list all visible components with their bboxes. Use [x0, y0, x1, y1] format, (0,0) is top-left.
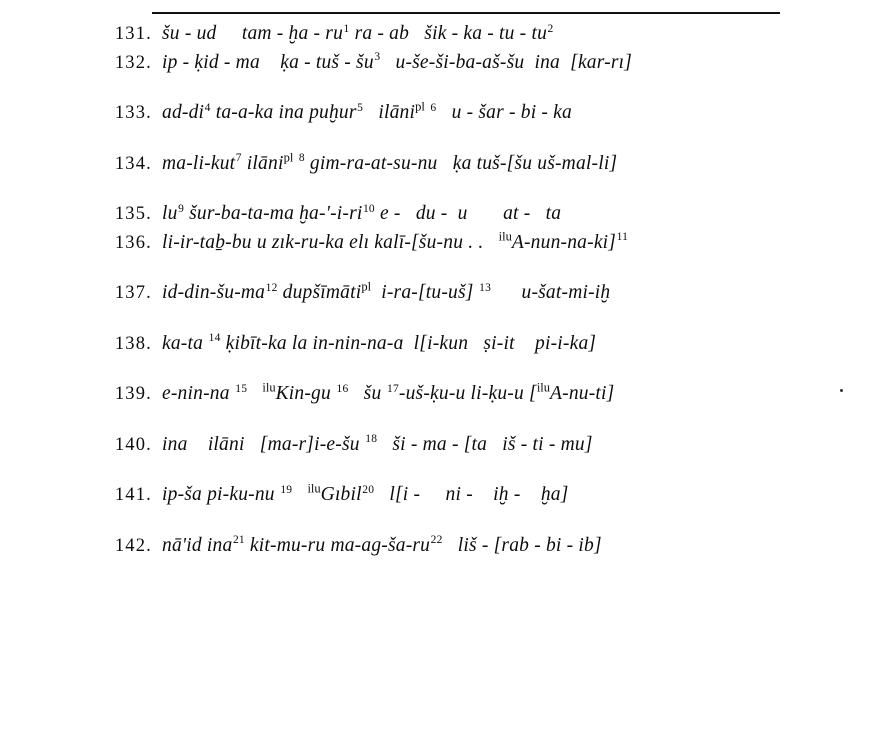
transliteration-line [90, 53, 872, 73]
text-run: šur-ba-ta-ma ḫa-'-i-ri [184, 203, 363, 224]
top-horizontal-rule [152, 12, 780, 14]
line-text [162, 279, 872, 303]
text-run: ḳibīt-ka la in-nin-na-ɑ l[i-kun ṣi-it pi-i-ka] [220, 332, 597, 354]
footnote-marker: 6 [430, 101, 437, 114]
footnote-marker: 14 [208, 332, 221, 344]
line-number: 133. [114, 103, 152, 123]
line-number: 142. [114, 535, 152, 556]
line-number: 140. [114, 434, 152, 455]
text-run: ip - ḳid - ma ḳa - tuš - šu [162, 51, 374, 73]
footnote-marker: 20 [362, 483, 375, 496]
text-run: Gıbil [320, 484, 362, 505]
line-text [162, 229, 872, 253]
line-text [162, 481, 872, 505]
line-text [162, 150, 872, 174]
line-text [162, 536, 872, 556]
text-run: kit-mu-ru ma-ag-ša-ru [244, 534, 431, 556]
determinative-prefix: ilu [262, 380, 276, 395]
transliteration-line [90, 279, 872, 303]
text-run: u-še-ši-ba-aš-šu ina [kar-rı] [380, 51, 633, 73]
footnote-marker: 15 [235, 382, 248, 395]
line-text [162, 380, 872, 404]
line-text [162, 24, 872, 44]
text-run: ta-a-ka ina puḫur [210, 102, 357, 123]
text-run: A-nun-na-ki] [511, 231, 617, 253]
text-run: l[i - ni - iḫ - ḫa] [374, 484, 569, 505]
line-number: 134. [114, 153, 152, 174]
text-run: ilāni [363, 102, 416, 123]
text-run: šu [348, 383, 387, 404]
line-number: 137. [114, 283, 152, 303]
determinative-prefix: pl [361, 279, 372, 294]
transliteration-line [90, 435, 872, 455]
determinative-prefix: pl [415, 99, 425, 114]
determinative-prefix: ilu [536, 380, 551, 395]
line-text [162, 99, 872, 123]
text-run: -uš-ḳu-u li-ḳu-u [ [398, 383, 537, 404]
line-number: 132. [114, 52, 152, 73]
transliteration-line [90, 380, 872, 404]
transliteration-line [90, 481, 872, 505]
line-number: 131. [114, 24, 152, 44]
transliteration-line [90, 229, 872, 253]
text-run: gim-ra-at-su-nu ḳa tuš-[šu uš-mal-li] [304, 152, 618, 174]
line-number: 139. [114, 384, 152, 404]
footnote-marker: 4 [204, 101, 211, 114]
footnote-marker: 11 [616, 231, 629, 243]
transliteration-line [90, 204, 872, 224]
footnote-marker: 16 [336, 382, 349, 395]
line-text [162, 435, 872, 455]
footnote-marker: 12 [265, 281, 278, 294]
text-run [292, 484, 307, 505]
text-run: Kin-gu [275, 383, 337, 404]
transliteration-line-list [0, 24, 872, 555]
footnote-marker: 22 [430, 534, 443, 546]
transliteration-line [90, 99, 872, 123]
text-run [247, 383, 262, 404]
footnote-marker: 13 [479, 281, 492, 294]
text-run: ši - ma - [ta iš - ti - mu] [377, 433, 593, 455]
line-text [162, 204, 872, 224]
footnote-marker: 5 [357, 101, 364, 114]
footnote-marker: 19 [280, 483, 293, 496]
text-run: ina ilāni [ma-r]i-e-šu [162, 433, 365, 455]
text-run: dupšīmāti [277, 282, 362, 303]
footnote-marker: 7 [235, 152, 242, 164]
footnote-marker: 21 [232, 534, 245, 546]
stray-ink-dot [840, 389, 843, 392]
text-run: li-ir-taḇ-bu u zık-ru-ka elı kalī-[šu-nu . . [162, 231, 499, 253]
line-number: 136. [114, 232, 152, 253]
text-run: ip-ša pi-ku-nu [162, 484, 280, 505]
footnote-marker: 3 [374, 51, 381, 63]
footnote-marker: 10 [362, 202, 375, 215]
transliteration-line [90, 334, 872, 354]
text-run: ma-li-kut [162, 152, 236, 174]
footnote-marker: 17 [387, 382, 399, 395]
text-run: šu - ud tam - ḫa - ru [162, 23, 344, 44]
line-number: 141. [114, 485, 152, 505]
text-run: nā'id ina [162, 534, 233, 556]
transliteration-line [90, 536, 872, 556]
text-run: i-ra-[tu-uš] [371, 282, 479, 303]
text-run: e-nin-na [162, 383, 235, 404]
footnote-marker: 18 [365, 433, 378, 445]
text-run: ad-di [162, 102, 205, 123]
footnote-marker: 2 [547, 22, 554, 35]
footnote-marker: 1 [343, 22, 350, 35]
text-run: ilāni [241, 152, 284, 174]
transliteration-line [90, 24, 872, 44]
text-run: lu [162, 203, 178, 224]
text-run: u - šar - bi - ka [436, 102, 572, 123]
text-run: ra - ab šik - ka - tu - tu [349, 23, 548, 44]
line-text [162, 53, 872, 73]
text-run: e - du - u at - ta [374, 203, 562, 224]
footnote-marker: 8 [298, 152, 305, 164]
footnote-marker: 9 [178, 202, 185, 215]
text-run: liš - [rab - bi - ib] [442, 534, 602, 556]
text-run: A-nu-ti] [550, 383, 615, 404]
determinative-prefix: pl [283, 150, 294, 164]
line-number: 138. [114, 333, 152, 354]
text-run: ka-ta [162, 332, 209, 354]
line-number: 135. [114, 204, 152, 224]
transliteration-line [90, 150, 872, 174]
determinative-prefix: ilu [498, 229, 512, 243]
text-run: u-šat-mi-iḫ [491, 282, 611, 303]
determinative-prefix: ilu [307, 481, 321, 496]
line-text [162, 334, 872, 354]
text-run: id-din-šu-ma [162, 282, 266, 303]
